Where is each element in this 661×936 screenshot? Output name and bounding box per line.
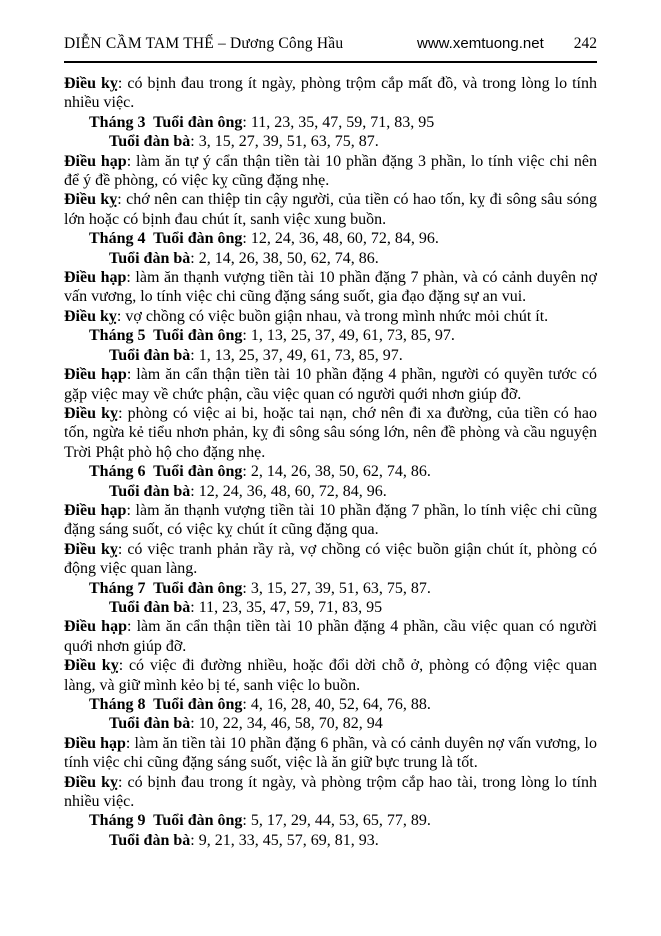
women-ages-line [64, 714, 597, 733]
month-men-ages-line [64, 462, 597, 481]
month-men-ages-line [64, 113, 597, 132]
line-text: : làm ăn tự ý cẩn thận tiền tài 10 phần đặng 3 phần, lo tính việc chi nên để ý đề phòng, có việc kỵ cũng đặng nhẹ. [64, 152, 598, 190]
line-text: : 11, 23, 35, 47, 59, 71, 83, 95 [190, 598, 383, 616]
line-text: : 3, 15, 27, 39, 51, 63, 75, 87. [242, 579, 431, 597]
line-label: Điều kỵ [64, 404, 119, 422]
line-label: Tháng 8 Tuổi đàn ông [89, 696, 243, 713]
line-text: : 9, 21, 33, 45, 57, 69, 81, 93. [190, 831, 379, 849]
paragraph [64, 773, 597, 812]
paragraph [64, 365, 597, 404]
paragraph [64, 404, 597, 462]
paragraph [64, 617, 597, 656]
line-text: : 1, 13, 25, 37, 49, 61, 73, 85, 97. [242, 327, 455, 345]
paragraph [64, 501, 597, 540]
line-text: : phòng có việc ai bi, hoặc tai nạn, chớ nên đi xa đường, của tiền có hao tốn, ngừa kẻ tiểu nhơn phản, kỵ đi sông sâu sóng lớn, nên đề phòng và cầu nguyện Trời Phật phò hộ cho đặng nhẹ. [64, 404, 597, 461]
line-text: : làm ăn cẩn thận tiền tài 10 phần đặng 4 phần, cầu việc quan có người quới nhơn giúp đỡ. [64, 618, 598, 655]
line-label: Tuổi đàn bà [109, 249, 191, 267]
line-text: : 10, 22, 34, 46, 58, 70, 82, 94 [190, 715, 383, 733]
line-label: Điều hạp [64, 366, 127, 384]
line-label: Tuổi đàn bà [109, 346, 191, 364]
women-ages-line [64, 482, 597, 501]
line-label: Tháng 7 Tuổi đàn ông [89, 579, 243, 597]
women-ages-line [64, 831, 597, 850]
line-label: Tháng 5 Tuổi đàn ông [89, 327, 243, 345]
line-label: Tháng 3 Tuổi đàn ông [89, 113, 243, 131]
line-label: Tuổi đàn bà [109, 831, 191, 849]
line-label: Điều hạp [64, 618, 127, 636]
line-label: Điều hạp [64, 501, 127, 519]
women-ages-line [64, 346, 597, 365]
line-label: Tháng 9 Tuổi đàn ông [89, 812, 243, 830]
line-text: : làm ăn thạnh vượng tiền tài 10 phần đặng 7 phần, lo tính việc chi cũng đặng sáng suốt, có việc kỵ chút ít cũng đặng qua. [64, 501, 598, 539]
line-text: : có bịnh đau trong ít ngày, phòng trộm cắp mất đồ, và trong lòng lo tính nhiều việc. [64, 75, 598, 112]
line-text: : làm ăn cẩn thận tiền tài 10 phần đặng 4 phần, người có quyền tước có gặp việc may về chức phận, cầu việc quan có người quới nhơn giúp đỡ. [64, 366, 598, 403]
line-text: : 12, 24, 36, 48, 60, 72, 84, 96. [190, 482, 387, 500]
line-label: Điều kỵ [64, 191, 118, 209]
line-label: Điều kỵ [64, 307, 117, 325]
line-text: : có bịnh đau trong ít ngày, và phòng trộm cắp hao tài, trong lòng lo tính nhiều việc. [64, 773, 597, 811]
line-text: : 11, 23, 35, 47, 59, 71, 83, 95 [242, 113, 435, 131]
line-text: : làm ăn tiền tài 10 phần đặng 6 phần, và có cảnh duyên nợ vấn vương, lo tính việc chi cũng đặng sáng suốt, việc là ăn giữ bực trung là tốt. [64, 734, 598, 772]
page-number: 242 [573, 35, 597, 52]
line-label: Điều kỵ [64, 540, 118, 558]
line-label: Tháng 4 Tuổi đàn ông [89, 230, 243, 248]
book-title: DIỄN CẦM TAM THẾ – Dương Công Hầu [64, 35, 344, 52]
line-text: : 1, 13, 25, 37, 49, 61, 73, 85, 97. [190, 346, 403, 364]
line-label: Tuổi đàn bà [109, 598, 191, 616]
line-label: Điều hạp [64, 734, 126, 752]
line-label: Tuổi đàn bà [109, 482, 191, 500]
line-text: : 3, 15, 27, 39, 51, 63, 75, 87. [190, 133, 379, 151]
paragraph [64, 190, 597, 229]
line-text: : vợ chồng có việc buồn giận nhau, và trong mình nhức mỏi chút ít. [116, 307, 549, 325]
paragraph [64, 307, 597, 326]
paragraph [64, 152, 597, 191]
line-text: : có việc tranh phản rầy rà, vợ chồng có việc buồn giận chút ít, phòng có động việc quan làng. [64, 540, 597, 578]
header-right [417, 34, 597, 54]
line-text: : chớ nên can thiệp tin cậy người, của tiền có hao tốn, kỵ đi sông sâu sóng lớn hoặc có bịnh đau chút ít, sanh việc xung buồn. [64, 191, 597, 228]
line-label: Điều hạp [64, 152, 127, 170]
paragraph [64, 734, 597, 773]
line-text: : 2, 14, 26, 38, 50, 62, 74, 86. [190, 249, 379, 267]
women-ages-line [64, 249, 597, 268]
line-label: Tuổi đàn bà [109, 715, 191, 733]
content [64, 74, 597, 850]
line-label: Điều kỵ [64, 773, 118, 791]
month-men-ages-line [64, 326, 597, 345]
women-ages-line [64, 132, 597, 151]
line-label: Điều kỵ [64, 75, 118, 92]
line-text: : 12, 24, 36, 48, 60, 72, 84, 96. [242, 230, 439, 248]
line-text: : 5, 17, 29, 44, 53, 65, 77, 89. [242, 812, 431, 830]
website-url: www.xemtuong.net [417, 35, 544, 52]
line-text: : 4, 16, 28, 40, 52, 64, 76, 88. [242, 696, 431, 713]
paragraph [64, 656, 597, 695]
line-label: Điều kỵ [64, 657, 119, 675]
women-ages-line [64, 598, 597, 617]
page-header [64, 34, 597, 54]
paragraph [64, 74, 597, 113]
month-men-ages-line [64, 695, 597, 714]
line-label: Tháng 6 Tuổi đàn ông [89, 463, 243, 481]
month-men-ages-line [64, 811, 597, 830]
header-divider [64, 61, 597, 63]
line-text: : làm ăn thạnh vượng tiền tài 10 phần đặng 7 phàn, và có cảnh duyên nợ vấn vương, lo tính việc chi cũng đặng sáng suốt, gia đạo đặng sự an vui. [64, 269, 597, 306]
month-men-ages-line [64, 579, 597, 598]
line-label: Điều hạp [64, 269, 127, 287]
paragraph [64, 268, 597, 307]
line-text: : 2, 14, 26, 38, 50, 62, 74, 86. [242, 463, 431, 481]
paragraph [64, 540, 597, 579]
month-men-ages-line [64, 229, 597, 248]
line-text: : có việc đi đường nhiều, hoặc đổi dời chỗ ở, phòng có động việc quan làng, và giữ mình kẻo bị té, sanh việc lo buồn. [64, 657, 597, 694]
line-label: Tuổi đàn bà [109, 133, 191, 151]
